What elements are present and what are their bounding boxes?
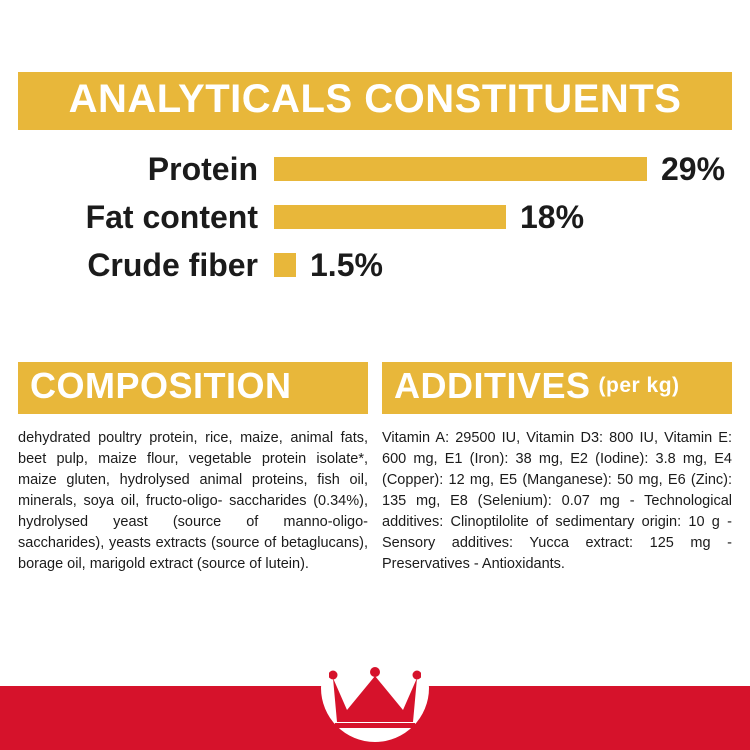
additives-subtitle: (per kg)	[598, 373, 680, 397]
analyticals-section	[18, 72, 732, 292]
bar-row	[18, 148, 732, 190]
brand-logo	[315, 650, 435, 742]
bar-track-crude-fiber	[274, 249, 732, 281]
additives-section	[382, 362, 732, 575]
analyticals-bar-chart	[18, 148, 732, 286]
composition-text: dehydrated poultry protein, rice, maize, animal fats, beet pulp, maize flour, vegetable protein isolate*, maize gluten, hydrolysed animal proteins, fish oil, minerals, soya oil, fructo-oligo- saccharides (0.34%), hydrolysed yeast (source of manno-oligo-saccharides), yeasts extracts (source of betaglucans), borage oil, marigold extract (source of lutein).	[18, 430, 368, 573]
bar-fill-crude-fiber	[274, 253, 296, 277]
bar-value-fat-content: 18%	[520, 199, 585, 235]
bar-value-protein: 29%	[661, 151, 726, 187]
bar-value-crude-fiber: 1.5%	[310, 247, 383, 283]
analyticals-title: ANALYTICALS CONSTITUENTS	[18, 72, 732, 130]
additives-title: ADDITIVES	[394, 365, 591, 406]
additives-text: Vitamin A: 29500 IU, Vitamin D3: 800 IU, Vitamin E: 600 mg, E1 (Iron): 38 mg, E2 (Iodine): 3.8 mg, E4 (Copper): 12 mg, E5 (Manganese): 50 mg, E6 (Zinc): 135 mg, E8 (Selenium): 0.07 mg - Technological additives: Clinoptilolite of sedimentary origin: 10 g - Sensory additives: Yucca extract: 125 mg - Preservatives - Antioxidants.	[382, 430, 732, 573]
bar-row	[18, 196, 732, 238]
composition-title: COMPOSITION	[18, 362, 368, 414]
bar-row	[18, 244, 732, 286]
bar-label-crude-fiber: Crude fiber	[87, 247, 258, 283]
additives-title-band	[382, 362, 732, 414]
bar-label-protein: Protein	[147, 151, 258, 187]
text-columns	[18, 362, 732, 575]
bar-label-fat-content: Fat content	[85, 199, 258, 235]
bar-track-protein	[274, 153, 732, 185]
bar-fill-protein	[274, 157, 647, 181]
crown-icon	[329, 666, 421, 728]
bar-fill-fat-content	[274, 205, 506, 229]
bar-track-fat-content	[274, 201, 732, 233]
composition-section	[18, 362, 368, 575]
